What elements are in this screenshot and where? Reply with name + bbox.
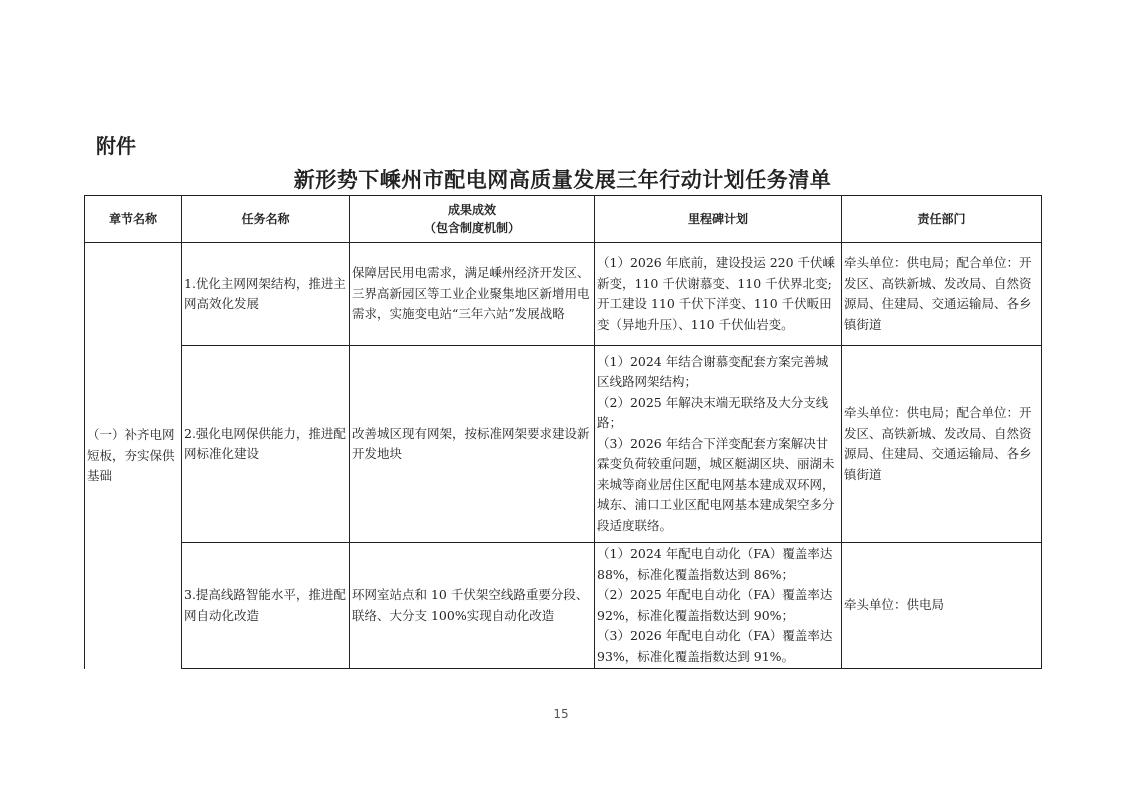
dept-cell: 牵头单位：供电局；配合单位：开发区、高铁新城、发改局、自然资源局、住建局、交通运输局、各乡镇街道 xyxy=(842,243,1042,346)
section-cell: （一）补齐电网短板，夯实保供基础 xyxy=(85,243,182,669)
result-cell: 改善城区现有网架，按标准网架要求建设新开发地块 xyxy=(350,346,595,543)
header-dept: 责任部门 xyxy=(842,196,1042,243)
milestone-item: （3）2026 年结合下洋变配套方案解决甘霖变负荷较重问题，城区艇湖区块、丽湖未来城等商业居住区配电网基本建成双环网，城东、浦口工业区配电网基本建成架空多分段适度联络。 xyxy=(597,435,835,533)
milestone-item: （1）2024 年结合谢慕变配套方案完善城区线路网架结构； xyxy=(597,353,829,390)
table-row xyxy=(85,346,1042,543)
header-result-line2: （包含制度机制） xyxy=(423,221,520,235)
milestone-item: （1）2026 年底前，建设投运 220 千伏嵊新变，110 千伏谢慕变、110 千伏界北变;开工建设 110 千伏下洋变、110 千伏畈田变（异地升压）、110 千伏仙岩变。 xyxy=(597,255,836,332)
dept-cell: 牵头单位：供电局；配合单位：开发区、高铁新城、发改局、自然资源局、住建局、交通运输局、各乡镇街道 xyxy=(842,346,1042,543)
milestone-cell xyxy=(595,346,842,543)
attachment-label: 附件 xyxy=(96,134,136,158)
milestone-item: （1）2024 年配电自动化（FA）覆盖率达88%，标准化覆盖指数达到 86%； xyxy=(597,546,833,582)
task-cell: 3.提高线路智能水平，推进配网自动化改造 xyxy=(182,543,350,669)
milestone-item: （2）2025 年解决末端无联络及大分支线路； xyxy=(597,394,829,431)
table-row xyxy=(85,543,1042,669)
header-result xyxy=(350,196,595,243)
milestone-item: （2）2025 年配电自动化（FA）覆盖率达92%，标准化覆盖指数达到 90%； xyxy=(597,587,833,623)
header-chapter: 章节名称 xyxy=(85,196,182,243)
document-title: 新形势下嵊州市配电网高质量发展三年行动计划任务清单 xyxy=(293,168,832,192)
page-number: 15 xyxy=(553,707,569,721)
result-cell: 保障居民用电需求，满足嵊州经济开发区、三界高新园区等工业企业聚集地区新增用电需求，实施变电站“三年六站”发展战略 xyxy=(350,243,595,346)
header-result-line1: 成果成效 xyxy=(447,203,496,217)
table-row xyxy=(85,243,1042,346)
result-cell: 环网室站点和 10 千伏架空线路重要分段、联络、大分支 100%实现自动化改造 xyxy=(350,543,595,669)
task-table xyxy=(84,195,1042,669)
milestone-cell xyxy=(595,243,842,346)
table-header-row xyxy=(85,196,1042,243)
milestone-cell xyxy=(595,543,842,669)
dept-cell: 牵头单位：供电局 xyxy=(842,543,1042,669)
header-milestone: 里程碑计划 xyxy=(595,196,842,243)
milestone-item: （3）2026 年配电自动化（FA）覆盖率达93%，标准化覆盖指数达到 91%。 xyxy=(597,628,833,664)
header-task: 任务名称 xyxy=(182,196,350,243)
task-cell: 1.优化主网网架结构，推进主网高效化发展 xyxy=(182,243,350,346)
task-cell: 2.强化电网保供能力，推进配网标准化建设 xyxy=(182,346,350,543)
